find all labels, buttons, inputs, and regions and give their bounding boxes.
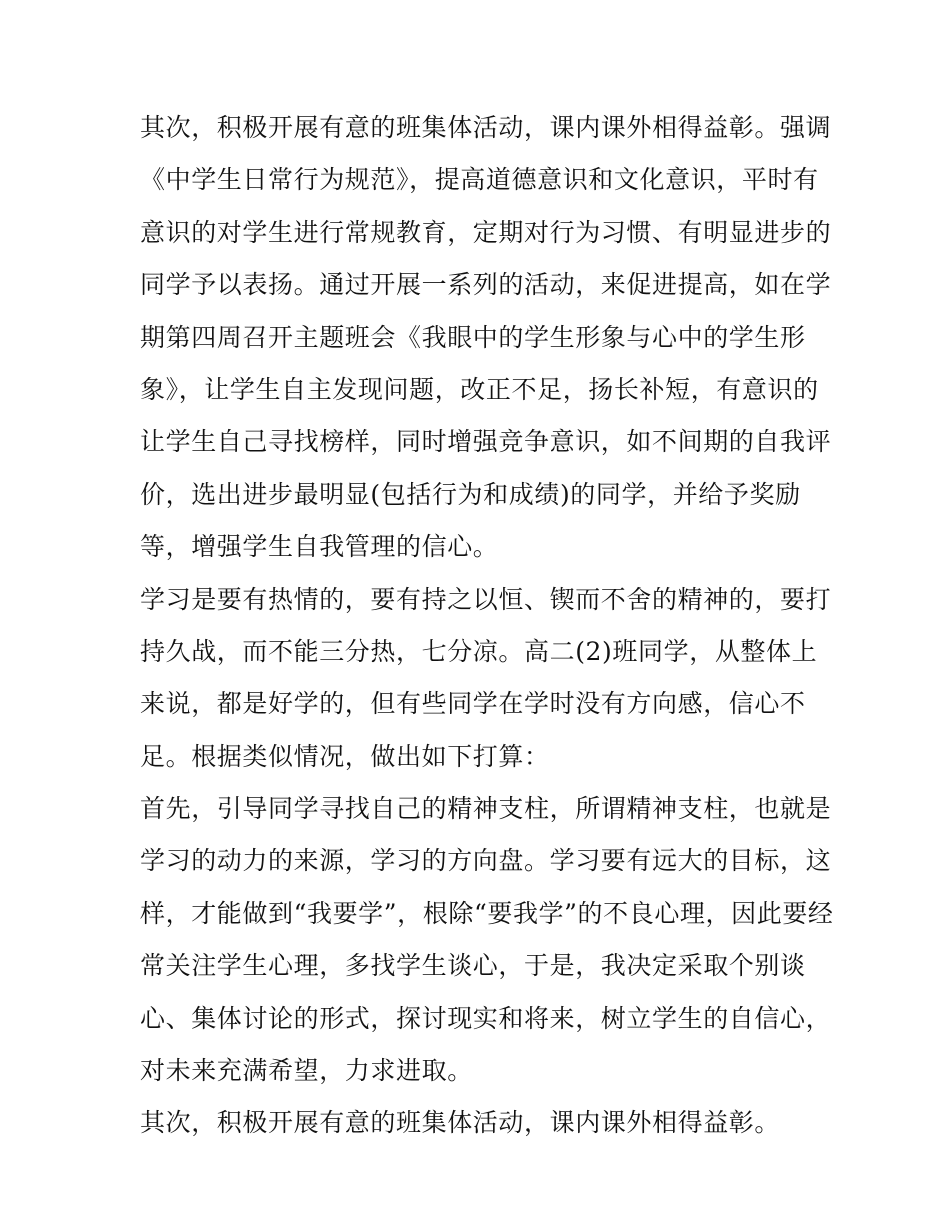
text-line: 同学予以表扬。通过开展一系列的活动，来促进提高，如在学 — [140, 270, 832, 300]
text-line: 足。根据类似情况，做出如下打算： — [140, 741, 550, 771]
text-line: 意识的对学生进行常规教育，定期对行为习惯、有明显进步的 — [140, 217, 832, 247]
text-line: 让学生自己寻找榜样，同时增强竞争意识，如不间期的自我评 — [140, 427, 832, 457]
text-line: 《中学生日常行为规范》，提高道德意识和文化意识，平时有 — [140, 165, 819, 195]
text-line: 期第四周召开主题班会《我眼中的学生形象与心中的学生形 — [140, 322, 806, 352]
text-line: 象》，让学生自主发现问题，改正不足，扬长补短，有意识的 — [140, 374, 819, 404]
text-line: 首先，引导同学寻找自己的精神支柱，所谓精神支柱，也就是 — [140, 794, 832, 824]
text-line: 常关注学生心理，多找学生谈心，于是，我决定采取个别谈 — [140, 951, 806, 981]
text-line: 其次，积极开展有意的班集体活动，课内课外相得益彰。强调 — [140, 113, 832, 142]
text-line: 心、集体讨论的形式，探讨现实和将来，树立学生的自信心， — [140, 1003, 832, 1033]
text-line: 样，才能做到“我要学”，根除“要我学”的不良心理，因此要经 — [140, 898, 834, 928]
text-line: 对未来充满希望，力求进取。 — [140, 1056, 473, 1086]
text-line: 来说，都是好学的，但有些同学在学时没有方向感，信心不 — [140, 689, 806, 719]
text-line: 持久战，而不能三分热，七分凉。高二(2)班同学，从整体上 — [140, 636, 818, 666]
text-line: 价，选出进步最明显(包括行为和成绩)的同学，并给予奖励 — [140, 479, 801, 509]
text-line: 等，增强学生自我管理的信心。 — [140, 532, 499, 562]
text-line: 学习是要有热情的，要有持之以恒、锲而不舍的精神的，要打 — [140, 584, 832, 614]
document-body — [140, 102, 834, 1150]
text-line: 学习的动力的来源，学习的方向盘。学习要有远大的目标，这 — [140, 846, 832, 876]
text-line: 其次，积极开展有意的班集体活动，课内课外相得益彰。 — [140, 1108, 781, 1138]
